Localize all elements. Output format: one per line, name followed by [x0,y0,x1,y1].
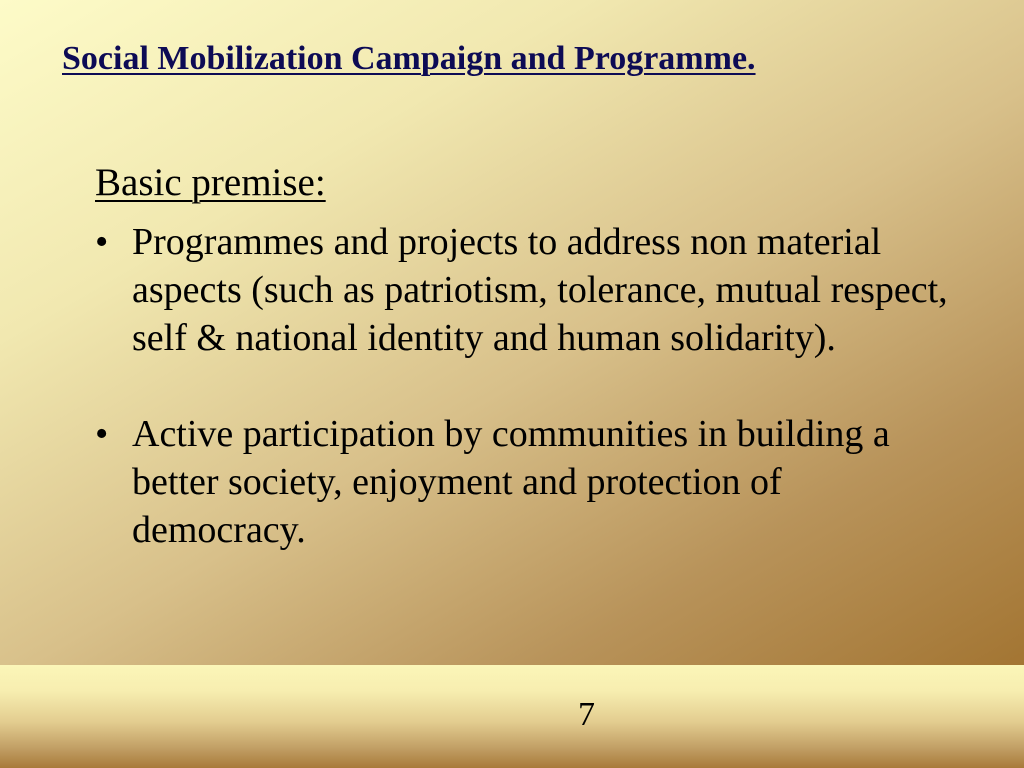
bullet-marker: • [95,413,109,455]
slide-title: Social Mobilization Campaign and Programme. [62,40,756,77]
footer-band [0,665,1024,768]
bullet-marker: • [95,221,109,263]
subheading-basic-premise: Basic premise: [95,161,326,204]
page-number: 7 [578,696,595,733]
bullet-text: Active participation by communities in building a better society, enjoyment and protection of democracy. [132,413,890,551]
bullet-text: Programmes and projects to address non material aspects (such as patriotism, tolerance, mutual respect, self & national identity and human solidarity). [132,221,948,359]
bullet-item [95,218,955,362]
bullet-list [95,218,955,554]
bullet-item [95,410,955,554]
